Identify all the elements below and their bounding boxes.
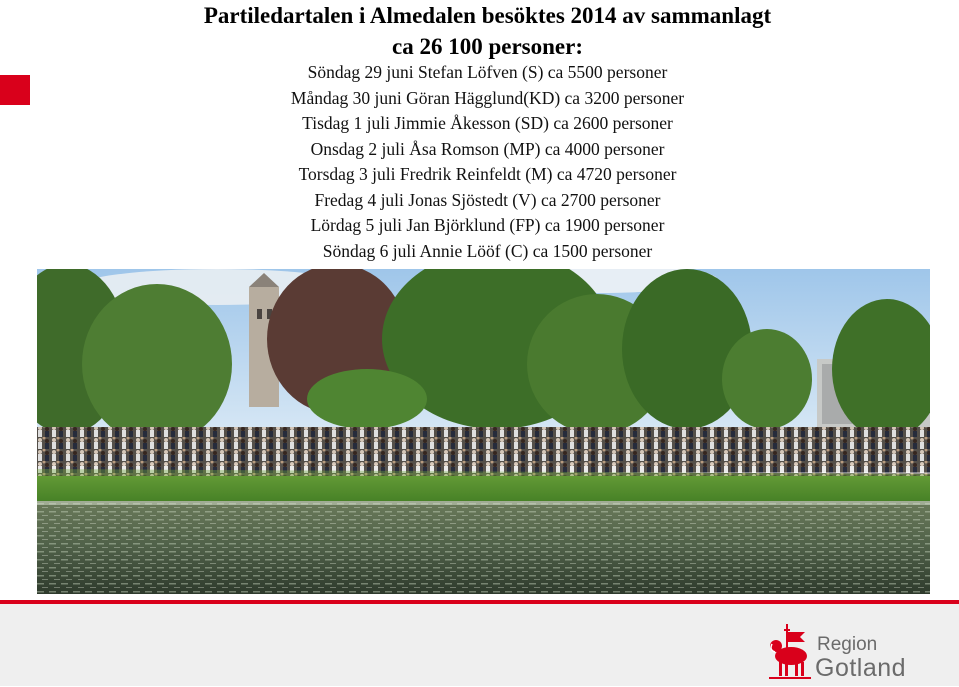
region-gotland-logo (765, 622, 925, 682)
list-item: Onsdag 2 juli Åsa Romson (MP) ca 4000 personer (310, 138, 665, 159)
list-item: Söndag 29 juni Stefan Löfven (S) ca 5500 personer (307, 62, 668, 82)
list-item: Tisdag 1 juli Jimmie Åkesson (SD) ca 2600 personer (302, 113, 673, 133)
title-line-1: Partiledartalen i Almedalen besöktes 2014 av sammanlagt (203, 3, 772, 28)
list-item: Lördag 5 juli Jan Björklund (FP) ca 1900 personer (310, 215, 665, 235)
logo-text-region: Region (817, 634, 878, 655)
logo-text-gotland: Gotland (815, 654, 907, 682)
list-item: Fredag 4 juli Jonas Sjöstedt (V) ca 2700 personer (314, 189, 661, 210)
list-item: Måndag 30 juni Göran Hägglund(KD) ca 3200 personer (290, 87, 685, 108)
list-item: Söndag 6 juli Annie Lööf (C) ca 1500 personer (322, 240, 653, 261)
page-title (0, 0, 959, 62)
speech-list (0, 60, 959, 264)
title-line-2: ca 26 100 personer: (392, 34, 583, 59)
list-item: Torsdag 3 juli Fredrik Reinfeldt (M) ca 4720 personer (298, 164, 677, 184)
gotland-ram-icon (765, 622, 815, 682)
crowd-photo (37, 269, 930, 594)
